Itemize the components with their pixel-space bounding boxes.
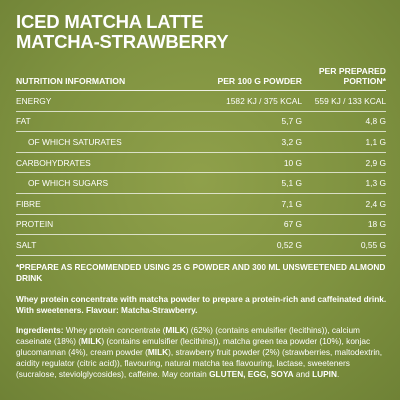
table-row	[16, 91, 386, 112]
table-row	[16, 173, 386, 194]
row-value-per-portion: 0,55 G	[302, 235, 386, 256]
product-title-line-1: ICED MATCHA LATTE	[16, 11, 204, 32]
allergen-gluten-egg-soya: GLUTEN, EGG, SOYA	[209, 369, 294, 379]
table-row	[16, 235, 386, 256]
header-nutrition-information: NUTRITION INFORMATION	[16, 66, 216, 91]
nutrition-table	[16, 66, 386, 256]
ingredients-part: ) (contains emulsifier (lecithins)), matcha green tea powder (10%), konjac glucomannan (4%), cream powder (	[16, 336, 371, 357]
row-value-per-100g: 5,7 G	[216, 111, 302, 132]
row-label-fat: FAT	[16, 111, 216, 132]
table-row	[16, 193, 386, 214]
allergen-milk: MILK	[147, 347, 169, 357]
row-value-per-portion: 4,8 G	[302, 111, 386, 132]
product-title-line-2: MATCHA-STRAWBERRY	[16, 31, 229, 52]
ingredients-part: and	[293, 369, 313, 379]
header-per-portion: PER PREPARED PORTION*	[302, 66, 386, 91]
table-row	[16, 152, 386, 173]
table-row	[16, 111, 386, 132]
row-value-per-100g: 7,1 G	[216, 193, 302, 214]
ingredients-part: .	[336, 369, 340, 379]
ingredients-part: ) (62%) (contains emulsifier (lecithins)), calcium caseinate (18%) (	[16, 325, 360, 346]
row-label-energy: ENERGY	[16, 91, 216, 112]
ingredients-part: Whey protein concentrate (	[63, 325, 166, 335]
row-value-per-portion: 18 G	[302, 214, 386, 235]
allergen-milk: MILK	[81, 336, 102, 346]
header-per-100g: PER 100 G POWDER	[216, 66, 302, 91]
ingredients-part: ), strawberry fruit powder (2%) (strawberries, maltodextrin, acidity regulator (citric acid)), flavouring, natural matcha tea flavouring, lactase, sweeteners (sucralose, steviolglycosides), caffeine. May contain	[16, 347, 383, 379]
row-value-per-100g: 10 G	[216, 152, 302, 173]
row-value-per-100g: 3,2 G	[216, 132, 302, 153]
nutrition-table-header	[16, 66, 386, 91]
row-label-protein: PROTEIN	[16, 214, 216, 235]
row-label-sugars: OF WHICH SUGARS	[16, 173, 216, 194]
table-row	[16, 214, 386, 235]
row-label-fibre: FIBRE	[16, 193, 216, 214]
ingredients-label: Ingredients:	[16, 325, 64, 335]
row-label-carbohydrates: CARBOHYDRATES	[16, 152, 216, 173]
product-description: Whey protein concentrate with matcha powder to prepare a protein-rich and caffeinated drink. With sweeteners. Flavour: Matcha-Strawberry.	[16, 294, 387, 315]
row-value-per-100g: 5,1 G	[216, 173, 302, 194]
row-value-per-100g: 0,52 G	[216, 235, 302, 256]
row-value-per-portion: 2,9 G	[302, 152, 386, 173]
product-title	[16, 12, 228, 52]
ingredients-text	[16, 325, 388, 380]
row-value-per-100g: 1582 KJ / 375 KCAL	[216, 91, 302, 112]
allergen-milk: MILK	[165, 325, 186, 335]
row-value-per-portion: 2,4 G	[302, 193, 386, 214]
row-value-per-portion: 559 KJ / 133 KCAL	[302, 91, 386, 112]
row-value-per-100g: 67 G	[216, 214, 302, 235]
row-value-per-portion: 1,1 G	[302, 132, 386, 153]
row-label-salt: SALT	[16, 235, 216, 256]
table-row	[16, 132, 386, 153]
row-value-per-portion: 1,3 G	[302, 173, 386, 194]
row-label-saturates: OF WHICH SATURATES	[16, 132, 216, 153]
preparation-note: *PREPARE AS RECOMMENDED USING 25 G POWDER AND 300 ML UNSWEETENED ALMOND DRINK	[16, 262, 386, 283]
allergen-lupin: LUPIN	[312, 369, 337, 379]
